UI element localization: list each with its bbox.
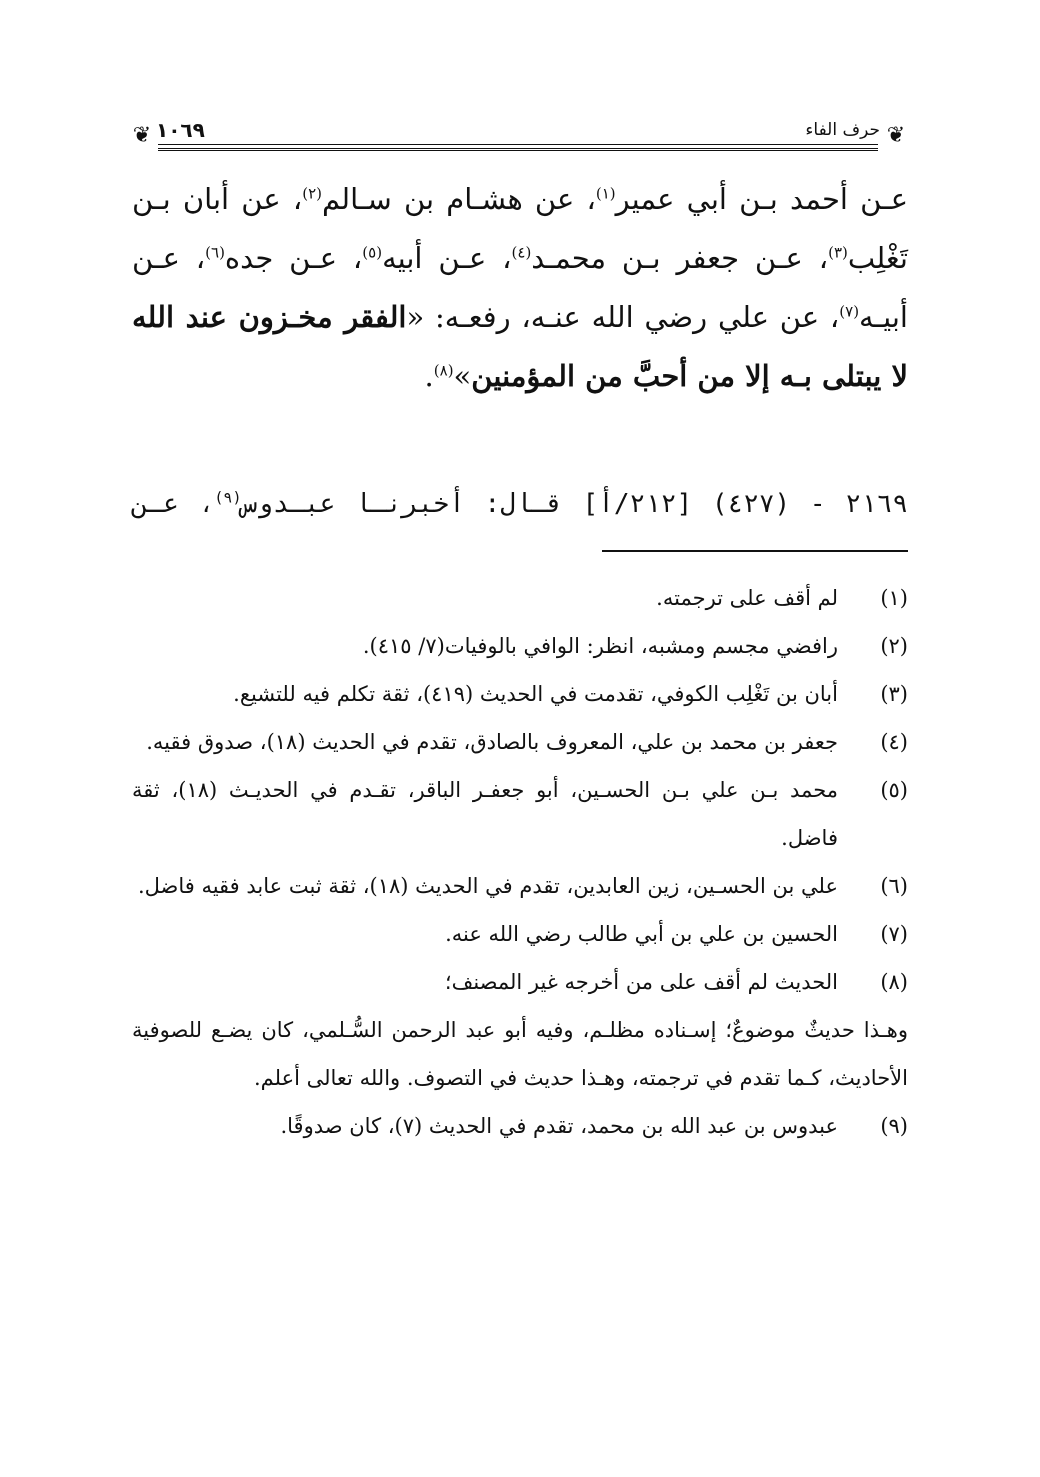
footnote-number: (٨)	[880, 970, 908, 994]
footnote-text: رافضي مجسم ومشبه، انظر: الوافي بالوفيات(٧/ ٤١٥).	[362, 634, 838, 658]
footnote	[132, 862, 908, 910]
text-segment: .	[424, 359, 434, 393]
footnote	[132, 622, 908, 670]
footnote-number: (٦)	[880, 874, 908, 898]
footnote	[132, 958, 908, 1006]
footnote-number: (٣)	[880, 682, 908, 706]
footnote-ref: (٦)	[205, 243, 225, 262]
section-title: حرف الفاء	[805, 120, 880, 140]
footnote-ref: (٣)	[828, 243, 848, 262]
footnote-ref: (٧)	[839, 302, 860, 321]
footnote	[132, 718, 908, 766]
footnote-text: علي بن الحسـين، زين العابدين، تقدم في الحديث (١٨)، ثقة ثبت عابد فقيه فاضل.	[137, 874, 838, 898]
header-double-rule	[158, 148, 878, 151]
footnotes	[132, 574, 908, 1150]
footnote-text: عبدوس بن عبد الله بن محمد، تقدم في الحديث (٧)، كان صدوقًا.	[280, 1114, 838, 1138]
hadith-heading	[132, 482, 908, 526]
isnad-paragraph	[132, 170, 908, 406]
running-header	[130, 108, 908, 148]
footnote-number: (٢)	[880, 634, 908, 658]
footnote	[132, 766, 908, 862]
text-segment: ، عـن جده	[224, 241, 363, 275]
footnote	[132, 670, 908, 718]
text-segment: ، عـن أبيه	[382, 241, 512, 275]
text-segment: رضي الله عنـه، رفعـه: «	[406, 300, 708, 334]
footnote-ref: (٩)	[214, 488, 242, 507]
ornament-left-icon: ❦	[132, 123, 152, 148]
text-segment: ، عن علي	[717, 300, 840, 334]
text-segment: »	[453, 359, 472, 393]
footnote-ref: (٨)	[433, 361, 454, 380]
footnote-number: (١)	[880, 586, 908, 610]
footnote-text: جعفر بن محمد بن علي، المعروف بالصادق، تقدم في الحديث (١٨)، صدوق فقيه.	[146, 730, 838, 754]
footnote-ref: (١)	[595, 184, 616, 203]
footnote-ref: (٥)	[362, 243, 383, 262]
text-segment: ، عـن	[132, 489, 215, 519]
footnote	[132, 574, 908, 622]
main-text	[132, 170, 908, 406]
page-number: ١٠٦٩	[156, 118, 205, 142]
text-segment: ،	[818, 241, 829, 275]
footnote-text: الحديث لم أقف على من أخرجه غير المصنف؛	[444, 970, 838, 994]
footnote-continuation: وهـذا حديثٌ موضوعٌ؛ إسـناده مظلـم، وفيه أبو عبد الرحمن السُّـلمي، كان يضـع للصوفية الأحاديث، كـما تقدم في ترجمته، وهـذا حديث في التصوف. والله تعالى أعلم.	[132, 1018, 908, 1090]
footnote-number: (٩)	[880, 1114, 908, 1138]
footnote-text: أبان بن تَغْلِب الكوفي، تقدمت في الحديث (٤١٩)، ثقة تكلم فيه للتشيع.	[233, 682, 838, 706]
text-segment: عـن جعفر بـن محمـد	[531, 241, 803, 275]
footnote-number: (٥)	[880, 778, 908, 802]
footnote-ref: (٢)	[302, 184, 322, 203]
footnote-number: (٤)	[880, 730, 908, 754]
footnote	[132, 1102, 908, 1150]
footnote-number: (٧)	[880, 922, 908, 946]
footnote-text: لم أقف على ترجمته.	[656, 586, 838, 610]
text-segment: ، عن أبان بـن تَغْلِب	[132, 182, 908, 275]
text-segment: ، عـن أبيـه	[132, 241, 908, 334]
header-rule	[158, 144, 878, 145]
footnote-separator	[602, 550, 908, 552]
text-segment: عـن أحمد بـن أبي عمير	[615, 182, 908, 216]
footnote-ref: (٤)	[511, 243, 532, 262]
hadith-number-line: ٢١٦٩ - (٤٢٧) [٢١٢/أ] قـال: أخبرنـا عبـدوس	[241, 489, 908, 519]
footnote	[132, 910, 908, 958]
text-segment: ، عن هشـام بن سـالم	[322, 182, 596, 216]
footnote-text: الحسين بن علي بن أبي طالب رضي الله عنه.	[445, 922, 838, 946]
hadith-matn: الفقر مخـزون عند الله لا يبتلى بـه إلا من أحبَّ من المؤمنين	[132, 300, 908, 393]
footnote-text: محمد بـن علي بـن الحسـين، أبو جعفـر الباقر، تقـدم في الحديـث (١٨)، ثقة فاضل.	[132, 778, 838, 850]
ornament-right-icon: ❦	[886, 123, 906, 148]
